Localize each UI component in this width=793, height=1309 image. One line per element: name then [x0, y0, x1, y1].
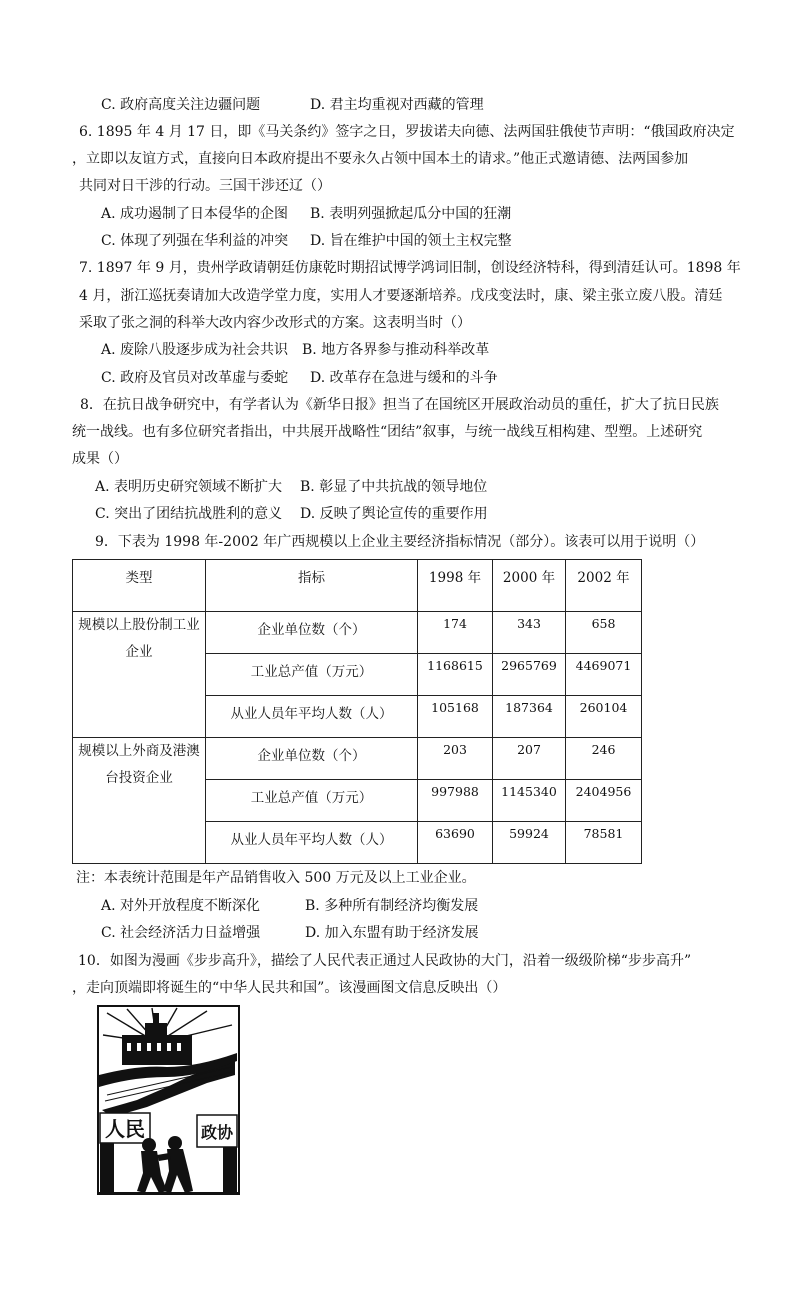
q10-stem-line1: 10．如图为漫画《步步高升》，描绘了人民代表正通过人民政协的大门，沿着一级级阶梯“步步高升” [78, 953, 692, 969]
header-1998: 1998 年 [418, 560, 493, 612]
header-2002: 2002 年 [566, 560, 642, 612]
table-row [73, 612, 642, 654]
indicator-label: 工业总产值（万元） [206, 780, 418, 822]
value-2000: 207 [493, 738, 566, 780]
value-1998: 203 [418, 738, 493, 780]
q5-option-c: C. 政府高度关注边疆问题 [101, 97, 261, 113]
q9-option-d: D. 加入东盟有助于经济发展 [305, 925, 479, 941]
sign-right-text: 政协 [200, 1123, 234, 1142]
indicator-label: 企业单位数（个） [206, 738, 418, 780]
indicator-label: 从业人员年平均人数（人） [206, 822, 418, 864]
q8-stem-line2: 统一战线。也有多位研究者指出，中共展开战略性“团结”叙事，与统一战线互相构建、型塑。上述研究 [72, 424, 703, 440]
q6-option-b: B. 表明列强掀起瓜分中国的狂潮 [310, 206, 512, 222]
value-2002: 260104 [566, 696, 642, 738]
value-1998: 997988 [418, 780, 493, 822]
q7-option-b: B. 地方各界参与推动科举改革 [302, 342, 490, 358]
indicator-table [72, 559, 642, 864]
value-1998: 1168615 [418, 654, 493, 696]
q5-option-d: D. 君主均重视对西藏的管理 [310, 97, 484, 113]
q9-option-c: C. 社会经济活力日益增强 [101, 925, 261, 941]
q8-option-a: A. 表明历史研究领域不断扩大 [95, 479, 283, 495]
q6-option-a: A. 成功遏制了日本侵华的企图 [101, 206, 289, 222]
q8-option-b: B. 彰显了中共抗战的领导地位 [300, 479, 488, 495]
type-label-line2: 企业 [125, 644, 153, 660]
value-1998: 105168 [418, 696, 493, 738]
value-2000: 59924 [493, 822, 566, 864]
value-2002: 2404956 [566, 780, 642, 822]
q6-option-d: D. 旨在维护中国的领土主权完整 [310, 233, 512, 249]
value-2000: 2965769 [493, 654, 566, 696]
value-2000: 187364 [493, 696, 566, 738]
q7-option-c: C. 政府及官员对改革虚与委蛇 [101, 370, 289, 386]
value-2000: 1145340 [493, 780, 566, 822]
indicator-label: 企业单位数（个） [206, 612, 418, 654]
value-2002: 246 [566, 738, 642, 780]
q6-stem-line2: ，立即以友谊方式，直接向日本政府提出不要永久占领中国本土的请求。”他正式邀请德、法两国参加 [72, 151, 689, 167]
q8-option-c: C. 突出了团结抗战胜利的意义 [95, 506, 283, 522]
value-2002: 658 [566, 612, 642, 654]
q8-stem-line1: 8．在抗日战争研究中，有学者认为《新华日报》担当了在国统区开展政治动员的重任，扩大了抗日民族 [80, 397, 719, 413]
sign-left-text: 人民 [105, 1117, 145, 1141]
q6-stem-line3: 共同对日干涉的行动。三国干涉还辽（） [79, 178, 331, 194]
q9-option-b: B. 多种所有制经济均衡发展 [305, 898, 479, 914]
q8-stem-line3: 成果（） [72, 451, 128, 467]
value-2002: 4469071 [566, 654, 642, 696]
value-1998: 63690 [418, 822, 493, 864]
step-by-step-cartoon-image [97, 1005, 240, 1195]
indicator-label: 工业总产值（万元） [206, 654, 418, 696]
header-2000: 2000 年 [493, 560, 566, 612]
type-cell-foreign-invested [73, 738, 206, 864]
q9-stem: 9．下表为 1998 年-2002 年广西规模以上企业主要经济指标情况（部分）。该表可以用于说明（） [95, 534, 705, 550]
q9-note: 注：本表统计范围是年产品销售收入 500 万元及以上工业企业。 [76, 870, 476, 886]
header-type: 类型 [73, 560, 206, 612]
q7-stem-line2: 4 月，浙江巡抚奏请加大改造学堂力度，实用人才要逐渐培养。戊戌变法时，康、梁主张立废八股。清廷 [79, 288, 723, 304]
q7-stem-line3: 采取了张之洞的科举大改内容少改形式的方案。这表明当时（） [79, 315, 471, 331]
type-label-line1: 规模以上股份制工业 [78, 617, 200, 633]
q6-option-c: C. 体现了列强在华利益的冲突 [101, 233, 289, 249]
type-label-line1: 规模以上外商及港澳 [78, 743, 200, 759]
q7-stem-line1: 7. 1897 年 9 月，贵州学政请朝廷仿康乾时期招试博学鸿词旧制，创设经济特科，得到清廷认可。1898 年 [79, 260, 741, 276]
q7-option-a: A. 废除八股逐步成为社会共识 [101, 342, 289, 358]
q6-stem-line1: 6. 1895 年 4 月 17 日，即《马关条约》签字之日，罗拔诺夫向德、法两国驻俄使节声明：“俄国政府决定 [79, 124, 735, 140]
value-2002: 78581 [566, 822, 642, 864]
type-cell-joint-stock [73, 612, 206, 738]
q9-option-a: A. 对外开放程度不断深化 [101, 898, 261, 914]
value-1998: 174 [418, 612, 493, 654]
q7-option-d: D. 改革存在急进与缓和的斗争 [310, 370, 498, 386]
value-2000: 343 [493, 612, 566, 654]
q10-stem-line2: ，走向顶端即将诞生的“中华人民共和国”。该漫画图文信息反映出（） [72, 980, 507, 996]
indicator-label: 从业人员年平均人数（人） [206, 696, 418, 738]
table-header-row [73, 560, 642, 612]
type-label-line2: 台投资企业 [105, 770, 173, 786]
q8-option-d: D. 反映了舆论宣传的重要作用 [300, 506, 488, 522]
table-row [73, 738, 642, 780]
header-indicator: 指标 [206, 560, 418, 612]
